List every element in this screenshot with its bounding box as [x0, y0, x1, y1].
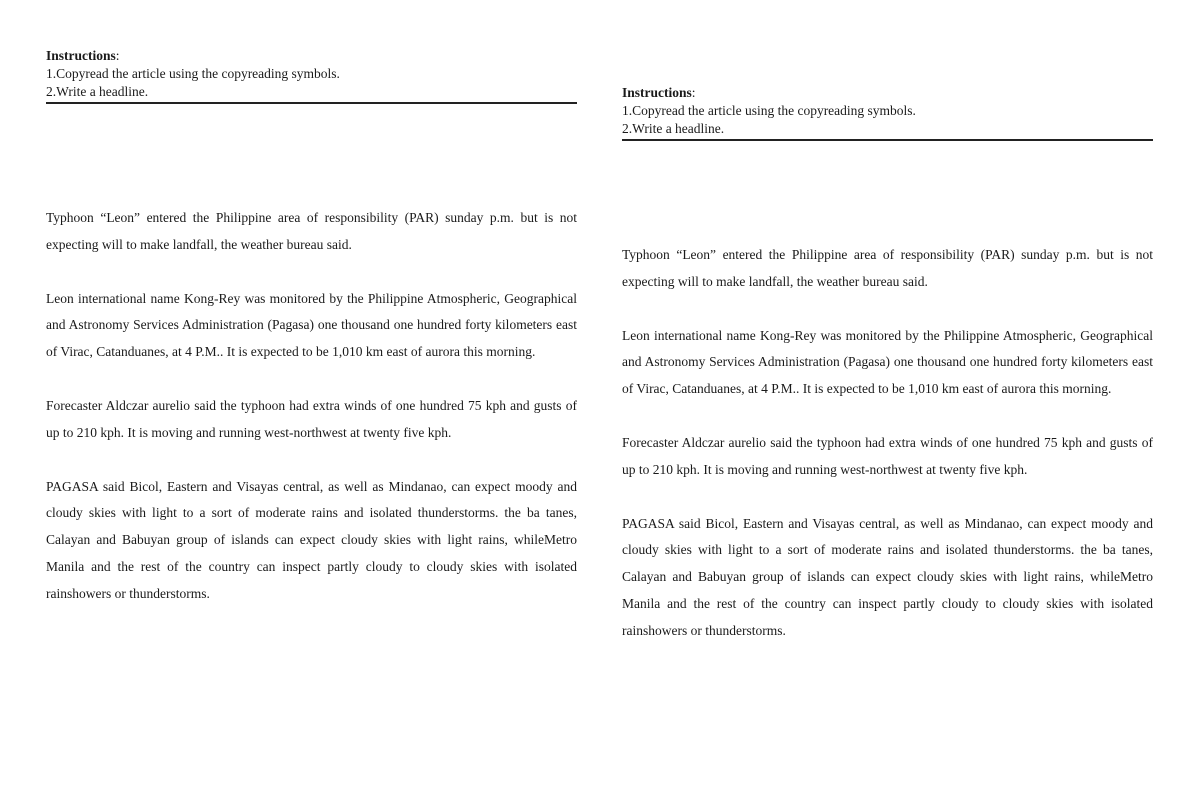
article-paragraph: PAGASA said Bicol, Eastern and Visayas central, as well as Mindanao, can expect moody and cloudy skies with light to a sort of moderate rains and isolated thunderstorms. the ba tanes, Calayan and Babuyan group of islands can expect cloudy skies with light rains, whileMetro Manila and the rest of the country can inspect partly cloudy to cloudy skies with isolated rainshowers or thunderstorms.	[46, 478, 577, 601]
worksheet-copy-left	[46, 47, 577, 608]
instruction-item: 2.Write a headline.	[46, 84, 149, 99]
article-paragraph: Leon international name Kong-Rey was monitored by the Philippine Atmospheric, Geographical and Astronomy Services Administration (Pagasa) one thousand one hundred forty kilometers east of Virac, Catanduanes, at 4 P.M.. It is expected to be 1,010 km east of aurora this morning.	[622, 327, 1153, 397]
article-paragraph: Typhoon “Leon” entered the Philippine area of responsibility (PAR) sunday p.m. but is not expecting will to make landfall, the weather bureau said.	[46, 210, 577, 252]
instructions-label: Instructions	[622, 85, 692, 100]
instructions-block	[622, 84, 1153, 141]
article-body	[46, 205, 577, 608]
instructions-block	[46, 47, 577, 104]
article-paragraph: Forecaster Aldczar aurelio said the typhoon had extra winds of one hundred 75 kph and gusts of up to 210 kph. It is moving and running west-northwest at twenty five kph.	[622, 434, 1153, 477]
worksheet-copy-right	[622, 84, 1153, 638]
instructions-colon: :	[691, 85, 696, 100]
instruction-item: 1.Copyread the article using the copyreading symbols.	[46, 66, 340, 81]
article-body	[622, 242, 1153, 638]
article-paragraph: Leon international name Kong-Rey was monitored by the Philippine Atmospheric, Geographical and Astronomy Services Administration (Pagasa) one thousand one hundred forty kilometers east of Virac, Catanduanes, at 4 P.M.. It is expected to be 1,010 km east of aurora this morning.	[46, 290, 577, 360]
article-paragraph: Typhoon “Leon” entered the Philippine area of responsibility (PAR) sunday p.m. but is not expecting will to make landfall, the weather bureau said.	[622, 247, 1153, 289]
instructions-colon: :	[115, 48, 120, 63]
article-paragraph: PAGASA said Bicol, Eastern and Visayas central, as well as Mindanao, can expect moody and cloudy skies with light to a sort of moderate rains and isolated thunderstorms. the ba tanes, Calayan and Babuyan group of islands can expect cloudy skies with light rains, whileMetro Manila and the rest of the country can inspect partly cloudy to cloudy skies with isolated rainshowers or thunderstorms.	[622, 515, 1153, 638]
instruction-item: 1.Copyread the article using the copyreading symbols.	[622, 103, 916, 118]
article-paragraph: Forecaster Aldczar aurelio said the typhoon had extra winds of one hundred 75 kph and gusts of up to 210 kph. It is moving and running west-northwest at twenty five kph.	[46, 397, 577, 440]
instructions-label: Instructions	[46, 48, 116, 63]
instruction-item: 2.Write a headline.	[622, 121, 725, 136]
